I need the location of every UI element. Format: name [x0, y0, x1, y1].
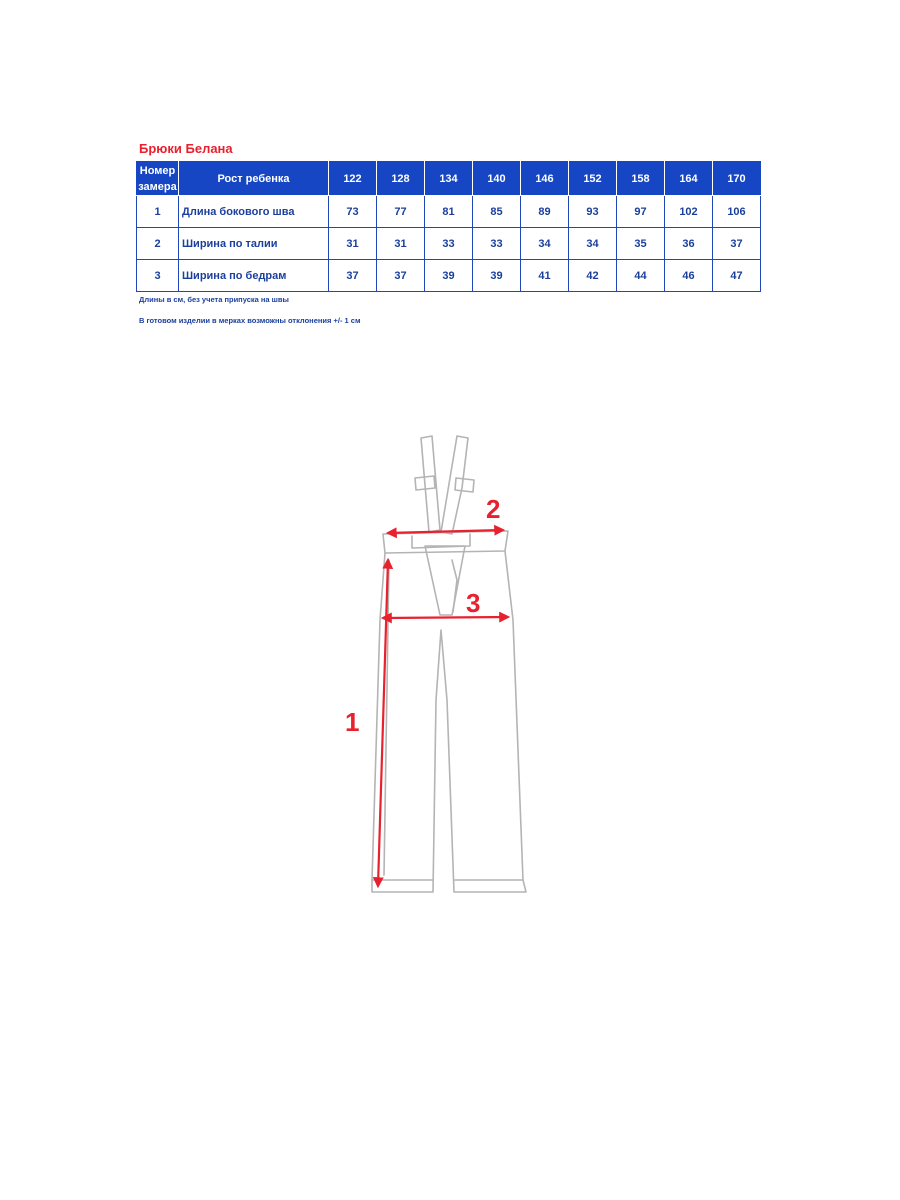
- value-cell: 34: [569, 228, 617, 260]
- header-size-cell: 134: [425, 162, 473, 196]
- size-table: [136, 161, 761, 292]
- header-size-cell: 152: [569, 162, 617, 196]
- note-units: Длины в см, без учета припуска на швы: [139, 295, 289, 304]
- header-number-line2: замера: [138, 180, 177, 193]
- header-size-cell: 164: [665, 162, 713, 196]
- row-label-cell: Ширина по бедрам: [179, 260, 329, 292]
- note-tolerance: В готовом изделии в мерках возможны отклонения +/- 1 см: [139, 316, 361, 325]
- header-size-cell: 170: [713, 162, 761, 196]
- table-row: [137, 228, 761, 260]
- table-row: [137, 196, 761, 228]
- hip-width-arrow: [383, 617, 508, 618]
- header-size-cell: 128: [377, 162, 425, 196]
- header-size-cell: 122: [329, 162, 377, 196]
- header-size-cell: 158: [617, 162, 665, 196]
- value-cell: 41: [521, 260, 569, 292]
- measurement-label-1: 1: [345, 707, 360, 737]
- value-cell: 37: [713, 228, 761, 260]
- value-cell: 102: [665, 196, 713, 228]
- value-cell: 97: [617, 196, 665, 228]
- row-label-cell: Длина бокового шва: [179, 196, 329, 228]
- value-cell: 39: [473, 260, 521, 292]
- value-cell: 44: [617, 260, 665, 292]
- value-cell: 33: [425, 228, 473, 260]
- page-title: Брюки Белана: [139, 141, 233, 156]
- row-number-cell: 3: [137, 260, 179, 292]
- waist-width-arrow: [388, 530, 503, 533]
- row-number-cell: 1: [137, 196, 179, 228]
- value-cell: 37: [377, 260, 425, 292]
- value-cell: 35: [617, 228, 665, 260]
- value-cell: 36: [665, 228, 713, 260]
- value-cell: 33: [473, 228, 521, 260]
- value-cell: 73: [329, 196, 377, 228]
- value-cell: 31: [329, 228, 377, 260]
- table-row: [137, 260, 761, 292]
- value-cell: 46: [665, 260, 713, 292]
- measurement-markers: [378, 530, 508, 886]
- header-number-line1: Номер: [139, 164, 176, 177]
- value-cell: 81: [425, 196, 473, 228]
- value-cell: 89: [521, 196, 569, 228]
- value-cell: 77: [377, 196, 425, 228]
- value-cell: 42: [569, 260, 617, 292]
- row-number-cell: 2: [137, 228, 179, 260]
- trousers-diagram: [330, 420, 570, 900]
- value-cell: 37: [329, 260, 377, 292]
- table-header-row: [137, 162, 761, 196]
- measurement-label-2: 2: [486, 494, 501, 524]
- header-size-cell: 146: [521, 162, 569, 196]
- value-cell: 47: [713, 260, 761, 292]
- value-cell: 106: [713, 196, 761, 228]
- value-cell: 93: [569, 196, 617, 228]
- value-cell: 85: [473, 196, 521, 228]
- header-label-cell: Рост ребенка: [179, 162, 329, 196]
- header-size-cell: 140: [473, 162, 521, 196]
- trousers-outline: [372, 436, 526, 892]
- row-label-cell: Ширина по талии: [179, 228, 329, 260]
- value-cell: 39: [425, 260, 473, 292]
- value-cell: 34: [521, 228, 569, 260]
- header-number-cell: [137, 162, 179, 196]
- measurement-label-3: 3: [466, 588, 481, 618]
- value-cell: 31: [377, 228, 425, 260]
